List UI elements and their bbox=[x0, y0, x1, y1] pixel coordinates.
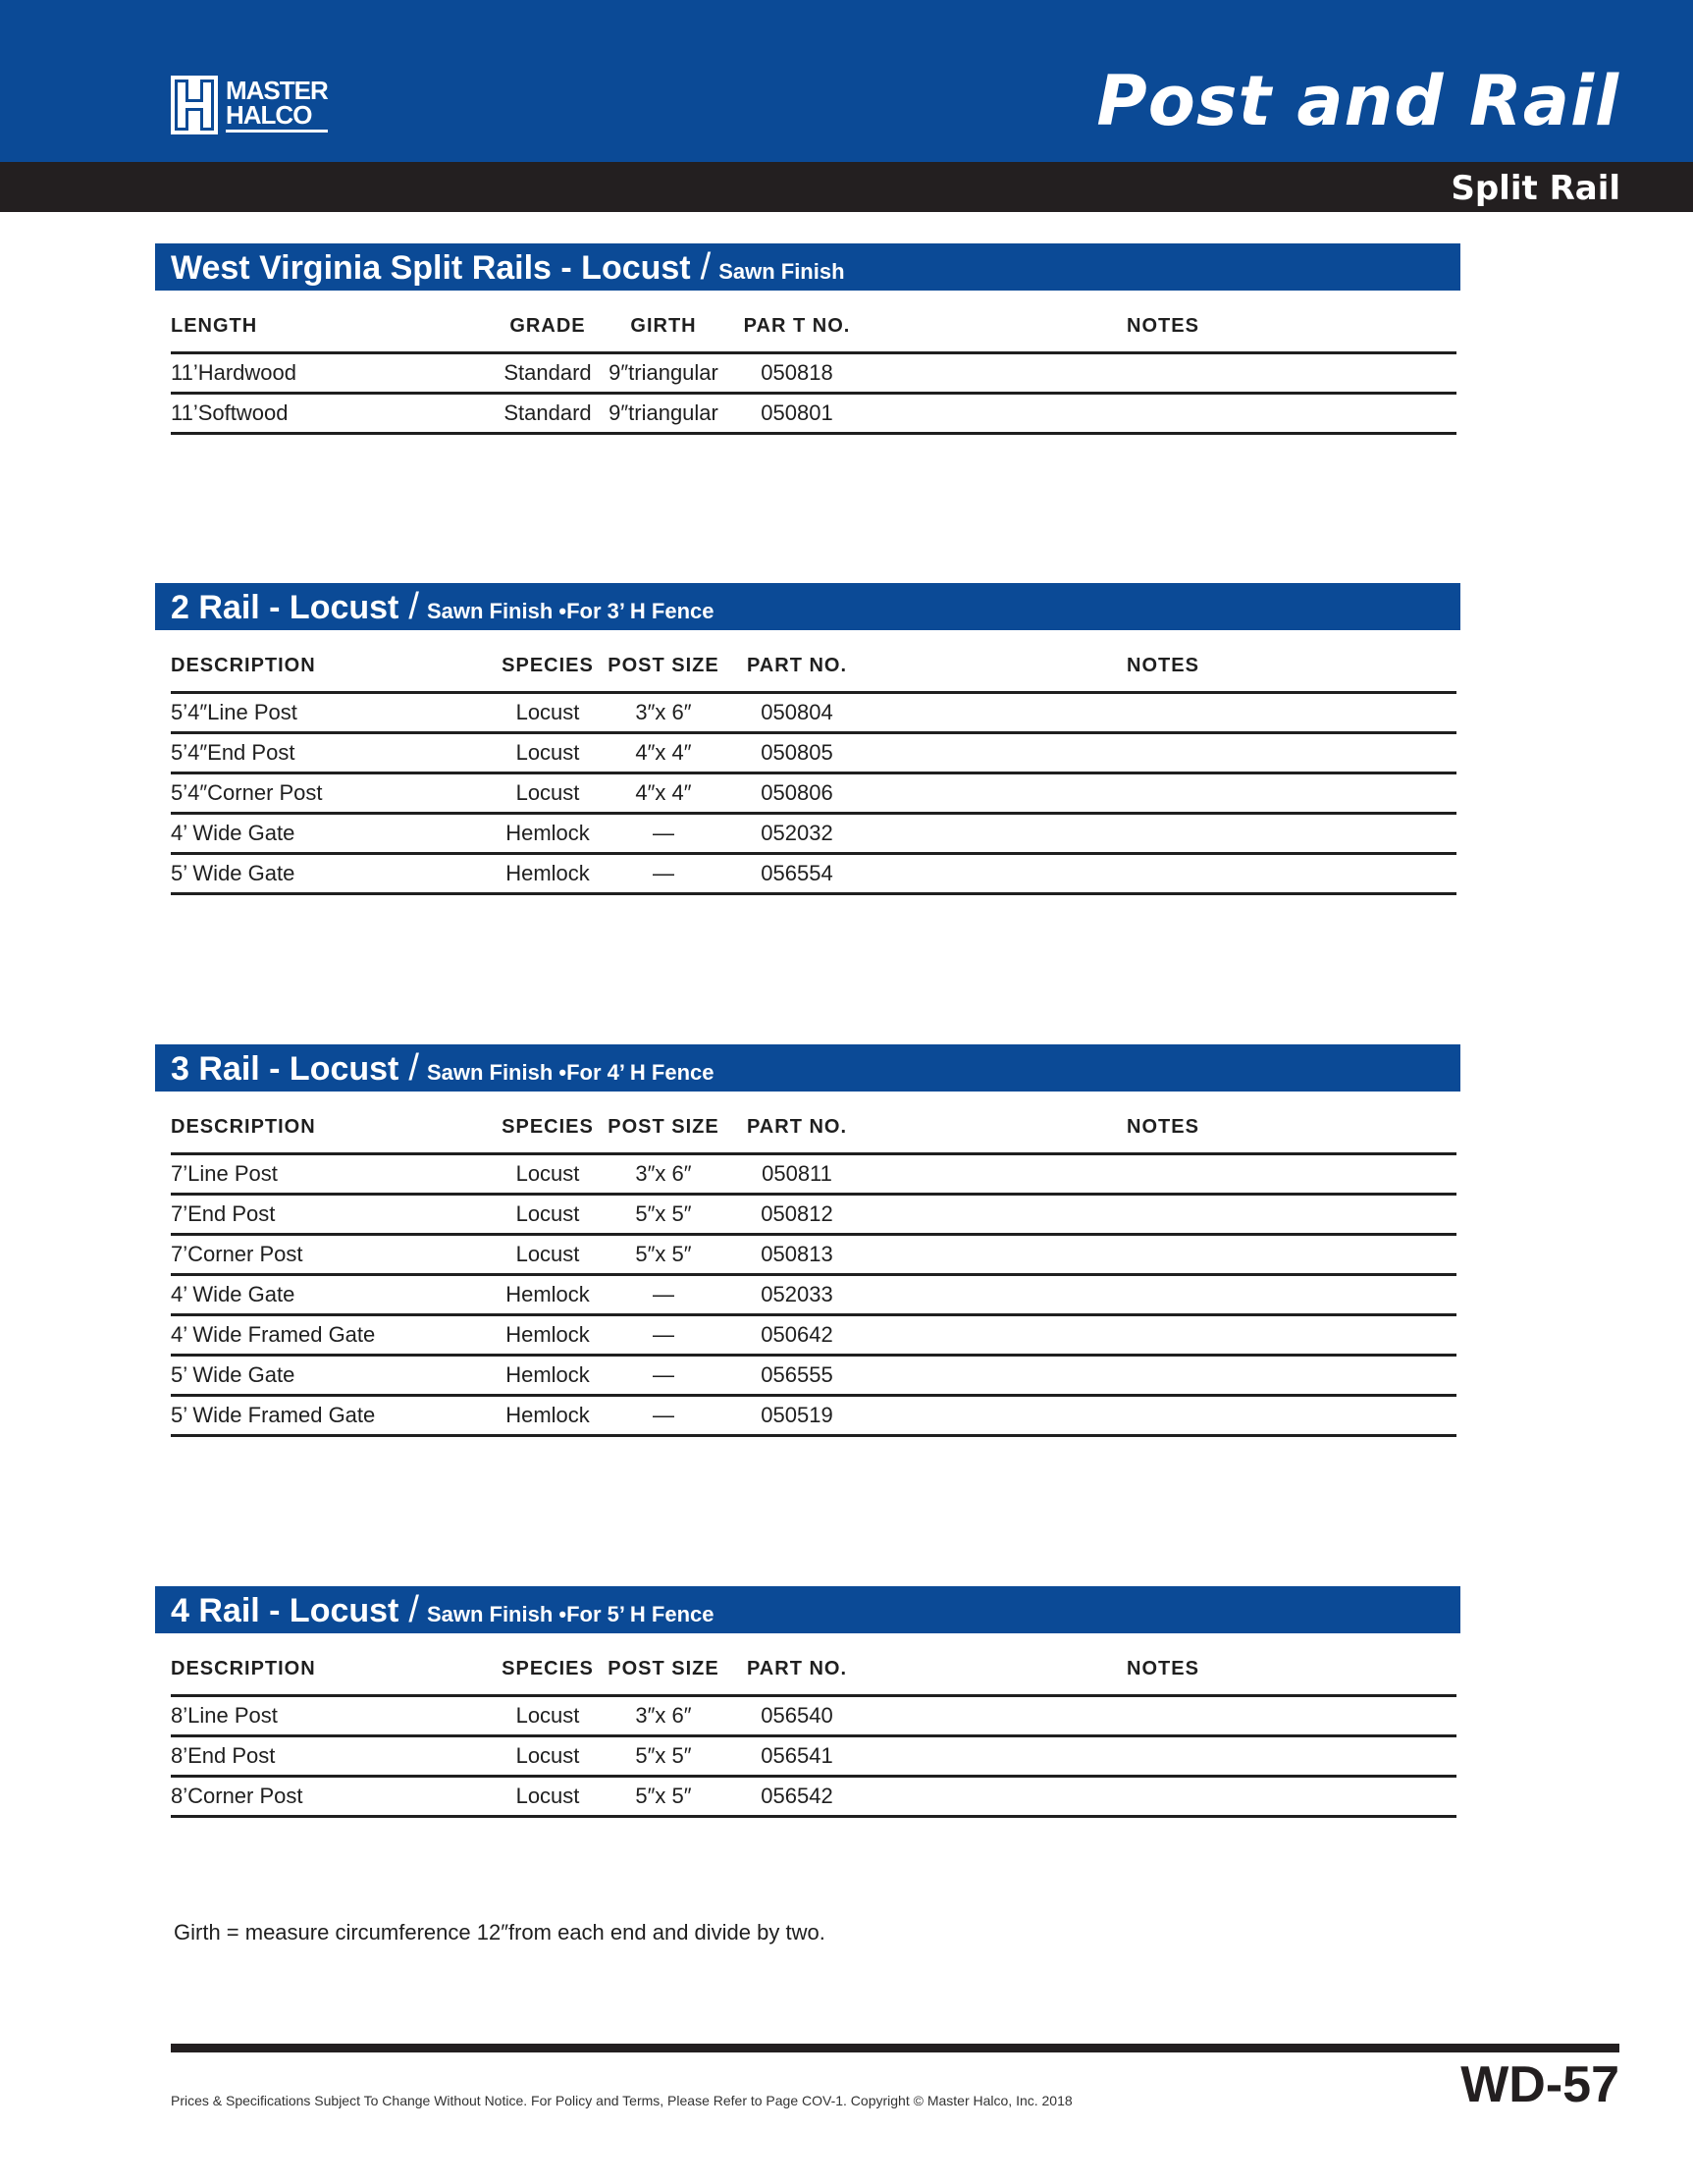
table-cell: Hemlock bbox=[493, 1315, 603, 1356]
table-cell: Locust bbox=[493, 1696, 603, 1736]
section-header bbox=[155, 1586, 1460, 1633]
table-cell: 8’Line Post bbox=[171, 1696, 493, 1736]
table-cell: 5’4″Line Post bbox=[171, 693, 493, 733]
category-bar bbox=[0, 162, 1693, 212]
table-cell: 5″x 5″ bbox=[603, 1195, 724, 1235]
column-header: NOTES bbox=[870, 1092, 1456, 1154]
table-cell: 4″x 4″ bbox=[603, 733, 724, 773]
table-cell bbox=[870, 693, 1456, 733]
column-header: POST SIZE bbox=[603, 1092, 724, 1154]
table-cell: 4’ Wide Gate bbox=[171, 1275, 493, 1315]
section-west-virginia-split-rails bbox=[155, 243, 1460, 435]
table-row bbox=[171, 854, 1456, 894]
table-cell: 7’Corner Post bbox=[171, 1235, 493, 1275]
section-3-rail-locust bbox=[155, 1044, 1460, 1437]
table-cell bbox=[870, 854, 1456, 894]
table-cell: Hemlock bbox=[493, 1356, 603, 1396]
table-cell bbox=[870, 1154, 1456, 1195]
table-row bbox=[171, 1235, 1456, 1275]
table-cell: Standard bbox=[493, 394, 603, 434]
section-title-divider: / bbox=[408, 1589, 419, 1630]
column-header: POST SIZE bbox=[603, 630, 724, 693]
table-cell: 5’4″Corner Post bbox=[171, 773, 493, 814]
table-cell: 3″x 6″ bbox=[603, 1154, 724, 1195]
table-cell: 056541 bbox=[724, 1736, 870, 1777]
table-cell bbox=[870, 773, 1456, 814]
section-header bbox=[155, 243, 1460, 291]
parts-table bbox=[171, 630, 1456, 895]
section-header bbox=[155, 1044, 1460, 1092]
table-cell: 7’Line Post bbox=[171, 1154, 493, 1195]
table-row bbox=[171, 1154, 1456, 1195]
table-cell: Locust bbox=[493, 1777, 603, 1817]
table-row bbox=[171, 1195, 1456, 1235]
table-cell: 7’End Post bbox=[171, 1195, 493, 1235]
section-subtitle: Sawn Finish •For 4’ H Fence bbox=[426, 1060, 714, 1085]
table-row bbox=[171, 1396, 1456, 1436]
column-header: PART NO. bbox=[724, 1633, 870, 1696]
table-cell: 3″x 6″ bbox=[603, 1696, 724, 1736]
table-row bbox=[171, 1777, 1456, 1817]
table-row bbox=[171, 1315, 1456, 1356]
logo-line-1: MASTER bbox=[226, 75, 328, 105]
section-header bbox=[155, 583, 1460, 630]
table-cell: 5’ Wide Gate bbox=[171, 1356, 493, 1396]
table-cell: Hemlock bbox=[493, 1396, 603, 1436]
column-header: SPECIES bbox=[493, 630, 603, 693]
table-cell: — bbox=[603, 1396, 724, 1436]
table-cell: 050806 bbox=[724, 773, 870, 814]
table-row bbox=[171, 353, 1456, 394]
table-row bbox=[171, 773, 1456, 814]
table-cell: — bbox=[603, 814, 724, 854]
table-cell: Hemlock bbox=[493, 1275, 603, 1315]
table-cell: 4’ Wide Framed Gate bbox=[171, 1315, 493, 1356]
table-cell bbox=[870, 733, 1456, 773]
table-cell: 8’Corner Post bbox=[171, 1777, 493, 1817]
table-cell: 4’ Wide Gate bbox=[171, 814, 493, 854]
legal-notice: Prices & Specifications Subject To Change Without Notice. For Policy and Terms, Please Refer to Page COV-1. Copyright © Master Halco, Inc. 2018 bbox=[171, 2093, 1073, 2108]
table-cell: 056555 bbox=[724, 1356, 870, 1396]
table-row bbox=[171, 1736, 1456, 1777]
table-cell: 4″x 4″ bbox=[603, 773, 724, 814]
table-cell: 050804 bbox=[724, 693, 870, 733]
table-row bbox=[171, 1356, 1456, 1396]
table-cell: 3″x 6″ bbox=[603, 693, 724, 733]
table-cell bbox=[870, 1777, 1456, 1817]
table-cell: 052032 bbox=[724, 814, 870, 854]
table-cell: 8’End Post bbox=[171, 1736, 493, 1777]
logo-text bbox=[226, 75, 328, 133]
girth-footnote: Girth = measure circumference 12″from each end and divide by two. bbox=[174, 1920, 825, 1944]
table-cell: 5’ Wide Framed Gate bbox=[171, 1396, 493, 1436]
table-cell: Locust bbox=[493, 693, 603, 733]
table-cell: 5’ Wide Gate bbox=[171, 854, 493, 894]
table-header-row bbox=[171, 1092, 1456, 1154]
table-cell bbox=[870, 1696, 1456, 1736]
table-cell bbox=[870, 1396, 1456, 1436]
table-cell: 5″x 5″ bbox=[603, 1777, 724, 1817]
column-header: DESCRIPTION bbox=[171, 1633, 493, 1696]
table-cell bbox=[870, 353, 1456, 394]
category-title: Split Rail bbox=[1451, 169, 1620, 208]
section-title-divider: / bbox=[408, 586, 419, 627]
table-cell: 056542 bbox=[724, 1777, 870, 1817]
section-title-divider: / bbox=[408, 1047, 419, 1089]
table-cell bbox=[870, 814, 1456, 854]
parts-table bbox=[171, 1633, 1456, 1818]
column-header: GIRTH bbox=[603, 291, 724, 353]
table-cell: 5″x 5″ bbox=[603, 1736, 724, 1777]
table-cell: 5’4″End Post bbox=[171, 733, 493, 773]
table-cell bbox=[870, 1275, 1456, 1315]
page-number: WD-57 bbox=[1460, 2056, 1619, 2113]
section-title: West Virginia Split Rails - Locust bbox=[171, 249, 691, 287]
table-row bbox=[171, 814, 1456, 854]
logo-line-2: HALCO bbox=[226, 99, 312, 130]
table-cell: Standard bbox=[493, 353, 603, 394]
table-cell bbox=[870, 394, 1456, 434]
column-header: DESCRIPTION bbox=[171, 1092, 493, 1154]
section-subtitle: Sawn Finish •For 5’ H Fence bbox=[426, 1602, 714, 1626]
column-header: SPECIES bbox=[493, 1633, 603, 1696]
column-header: DESCRIPTION bbox=[171, 630, 493, 693]
table-cell: Locust bbox=[493, 1736, 603, 1777]
column-header: NOTES bbox=[870, 291, 1456, 353]
table-cell: 050812 bbox=[724, 1195, 870, 1235]
table-header-row bbox=[171, 630, 1456, 693]
section-title: 3 Rail - Locust bbox=[171, 1050, 399, 1088]
section-title-divider: / bbox=[700, 246, 712, 288]
column-header: LENGTH bbox=[171, 291, 493, 353]
table-cell bbox=[870, 1195, 1456, 1235]
table-cell: 050813 bbox=[724, 1235, 870, 1275]
table-cell: 050805 bbox=[724, 733, 870, 773]
column-header: GRADE bbox=[493, 291, 603, 353]
table-row bbox=[171, 394, 1456, 434]
column-header: PART NO. bbox=[724, 1092, 870, 1154]
table-cell: 11’Softwood bbox=[171, 394, 493, 434]
table-cell: 050818 bbox=[724, 353, 870, 394]
table-row bbox=[171, 693, 1456, 733]
table-row bbox=[171, 1696, 1456, 1736]
table-cell: Locust bbox=[493, 1195, 603, 1235]
table-cell: — bbox=[603, 854, 724, 894]
column-header: SPECIES bbox=[493, 1092, 603, 1154]
table-cell: 5″x 5″ bbox=[603, 1235, 724, 1275]
footer-rule bbox=[171, 2044, 1619, 2052]
table-cell: — bbox=[603, 1315, 724, 1356]
column-header: POST SIZE bbox=[603, 1633, 724, 1696]
table-cell: 050642 bbox=[724, 1315, 870, 1356]
table-cell: 050519 bbox=[724, 1396, 870, 1436]
column-header: PART NO. bbox=[724, 630, 870, 693]
table-cell bbox=[870, 1356, 1456, 1396]
table-cell: 050801 bbox=[724, 394, 870, 434]
parts-table bbox=[171, 1092, 1456, 1437]
table-cell: Hemlock bbox=[493, 854, 603, 894]
section-2-rail-locust bbox=[155, 583, 1460, 895]
table-cell: — bbox=[603, 1356, 724, 1396]
table-cell: Locust bbox=[493, 1235, 603, 1275]
table-cell: Locust bbox=[493, 733, 603, 773]
table-cell: 9″triangular bbox=[603, 394, 724, 434]
master-halco-logo bbox=[171, 75, 328, 135]
section-title: 4 Rail - Locust bbox=[171, 1592, 399, 1629]
table-cell: 050811 bbox=[724, 1154, 870, 1195]
table-cell: 052033 bbox=[724, 1275, 870, 1315]
table-cell: — bbox=[603, 1275, 724, 1315]
header-bar bbox=[0, 0, 1693, 162]
table-row bbox=[171, 733, 1456, 773]
table-cell: 9″triangular bbox=[603, 353, 724, 394]
section-4-rail-locust bbox=[155, 1586, 1460, 1818]
section-subtitle: Sawn Finish •For 3’ H Fence bbox=[426, 599, 714, 623]
table-cell bbox=[870, 1235, 1456, 1275]
table-cell: Hemlock bbox=[493, 814, 603, 854]
column-header: PAR T NO. bbox=[724, 291, 870, 353]
table-header-row bbox=[171, 291, 1456, 353]
table-cell: 11’Hardwood bbox=[171, 353, 493, 394]
table-row bbox=[171, 1275, 1456, 1315]
table-cell bbox=[870, 1736, 1456, 1777]
table-cell bbox=[870, 1315, 1456, 1356]
halco-h-logo-icon bbox=[171, 76, 218, 134]
table-cell: 056554 bbox=[724, 854, 870, 894]
parts-table bbox=[171, 291, 1456, 435]
page-title: Post and Rail bbox=[1096, 61, 1619, 141]
table-header-row bbox=[171, 1633, 1456, 1696]
table-cell: Locust bbox=[493, 773, 603, 814]
section-subtitle: Sawn Finish bbox=[718, 259, 845, 284]
column-header: NOTES bbox=[870, 1633, 1456, 1696]
column-header: NOTES bbox=[870, 630, 1456, 693]
table-cell: 056540 bbox=[724, 1696, 870, 1736]
table-cell: Locust bbox=[493, 1154, 603, 1195]
section-title: 2 Rail - Locust bbox=[171, 589, 399, 626]
